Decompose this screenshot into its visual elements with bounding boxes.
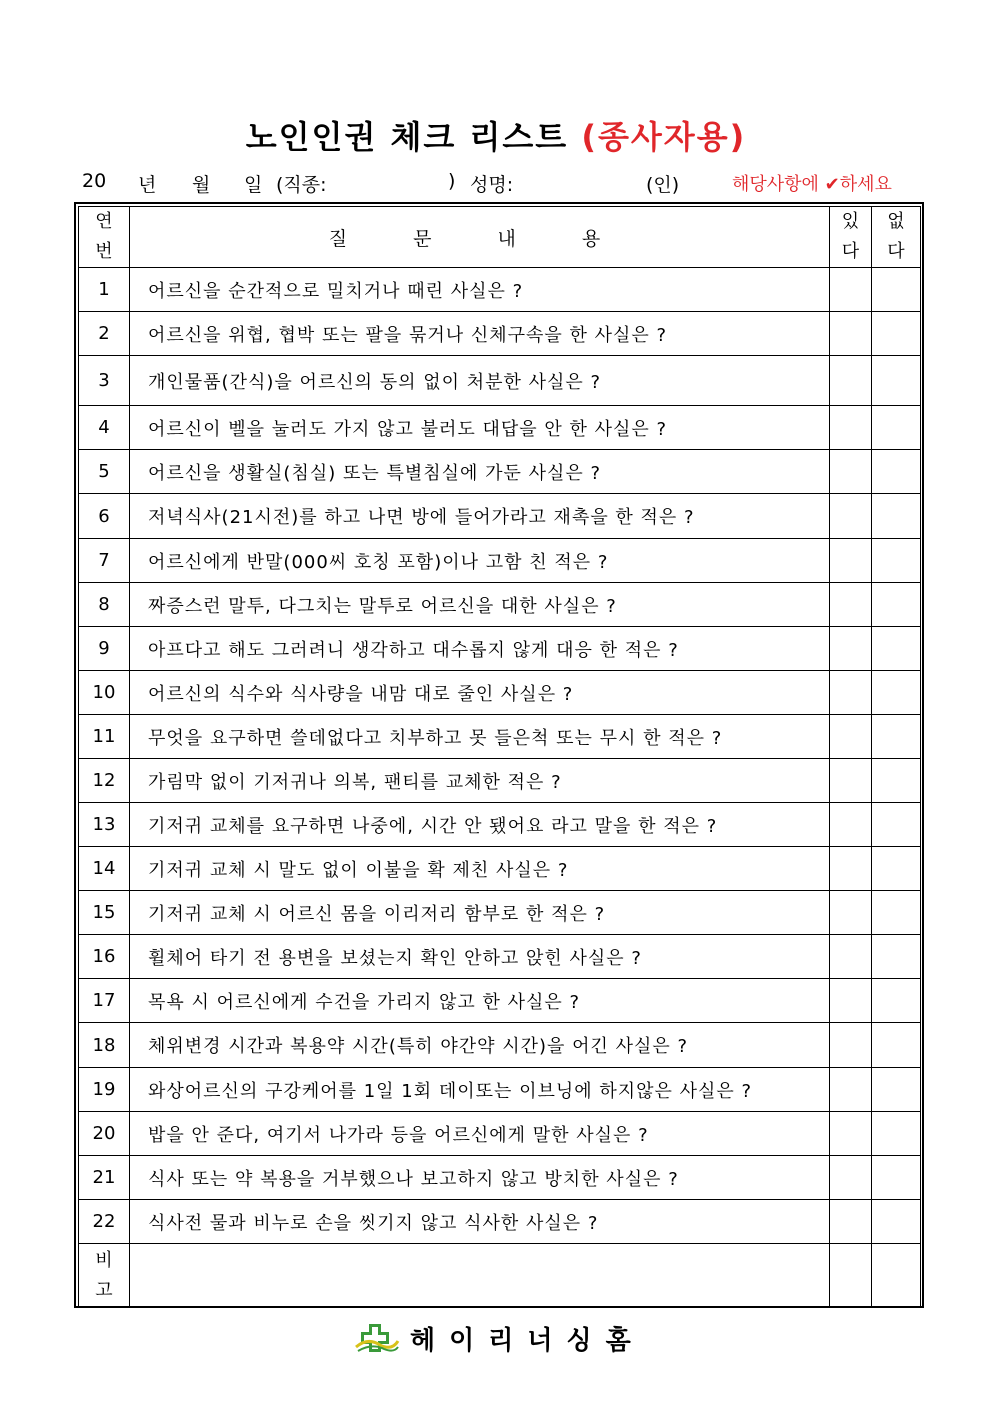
table-row xyxy=(79,583,921,627)
row-number: 22 xyxy=(79,1200,130,1244)
table-row xyxy=(79,627,921,671)
yes-checkbox-cell[interactable] xyxy=(830,715,872,759)
row-question: 무엇을 요구하면 쓸데없다고 치부하고 못 들은척 또는 무시 한 적은 ? xyxy=(130,715,830,759)
row-number: 7 xyxy=(79,539,130,583)
table-row xyxy=(79,759,921,803)
table-row xyxy=(79,803,921,847)
no-checkbox-cell[interactable] xyxy=(872,759,921,803)
row-question: 밥을 안 준다, 여기서 나가라 등을 어르신에게 말한 사실은 ? xyxy=(130,1112,830,1156)
col-yes-top: 있 xyxy=(841,211,860,232)
no-checkbox-cell[interactable] xyxy=(872,847,921,891)
row-number: 17 xyxy=(79,979,130,1023)
row-question: 어르신을 위협, 협박 또는 팔을 묶거나 신체구속을 한 사실은 ? xyxy=(130,312,830,356)
row-question: 저녁식사(21시전)를 하고 나면 방에 들어가라고 재촉을 한 적은 ? xyxy=(130,494,830,539)
col-no-header xyxy=(872,207,921,268)
yes-checkbox-cell[interactable] xyxy=(830,1023,872,1068)
table-row xyxy=(79,356,921,406)
yes-checkbox-cell[interactable] xyxy=(830,803,872,847)
row-question: 기저귀 교체 시 어르신 몸을 이리저리 함부로 한 적은 ? xyxy=(130,891,830,935)
yes-checkbox-cell[interactable] xyxy=(830,494,872,539)
row-number: 9 xyxy=(79,627,130,671)
table-row xyxy=(79,1068,921,1112)
job-close-paren: ) xyxy=(448,170,456,192)
table-row xyxy=(79,847,921,891)
no-checkbox-cell[interactable] xyxy=(872,627,921,671)
row-question: 기저귀 교체 시 말도 없이 이불을 확 제친 사실은 ? xyxy=(130,847,830,891)
no-checkbox-cell[interactable] xyxy=(872,356,921,406)
info-line xyxy=(80,170,930,196)
no-checkbox-cell[interactable] xyxy=(872,583,921,627)
job-label: (직종: xyxy=(276,174,327,196)
row-number: 5 xyxy=(79,450,130,494)
table-row xyxy=(79,406,921,450)
table-row xyxy=(79,935,921,979)
row-number: 4 xyxy=(79,406,130,450)
header-row xyxy=(79,207,921,268)
page-title xyxy=(0,112,992,158)
col-number-bottom: 번 xyxy=(95,241,113,262)
yes-checkbox-cell[interactable] xyxy=(830,627,872,671)
col-number-header xyxy=(79,207,130,268)
table-row xyxy=(79,450,921,494)
table-row xyxy=(79,891,921,935)
row-number: 8 xyxy=(79,583,130,627)
seal-label: (인) xyxy=(646,174,680,196)
no-checkbox-cell[interactable] xyxy=(872,268,921,312)
cross-leaf-logo-icon xyxy=(354,1321,400,1355)
row-number: 2 xyxy=(79,312,130,356)
row-number: 11 xyxy=(79,715,130,759)
yes-checkbox-cell[interactable] xyxy=(830,406,872,450)
remarks-yes-cell xyxy=(830,1244,872,1308)
table-row xyxy=(79,1156,921,1200)
month-unit: 월 xyxy=(192,174,211,196)
yes-checkbox-cell[interactable] xyxy=(830,268,872,312)
row-number: 6 xyxy=(79,494,130,539)
footer xyxy=(354,1318,645,1358)
remarks-no-cell xyxy=(872,1244,921,1308)
col-no-top: 없 xyxy=(887,211,905,232)
col-yes-header xyxy=(830,207,872,268)
yes-checkbox-cell[interactable] xyxy=(830,1112,872,1156)
row-number: 15 xyxy=(79,891,130,935)
remarks-field[interactable] xyxy=(130,1244,830,1308)
row-number: 10 xyxy=(79,671,130,715)
no-checkbox-cell[interactable] xyxy=(872,715,921,759)
yes-checkbox-cell[interactable] xyxy=(830,1156,872,1200)
row-number: 21 xyxy=(79,1156,130,1200)
row-question: 식사 또는 약 복용을 거부했으나 보고하지 않고 방치한 사실은 ? xyxy=(130,1156,830,1200)
row-question: 어르신이 벨을 눌러도 가지 않고 불러도 대답을 안 한 사실은 ? xyxy=(130,406,830,450)
checklist-table xyxy=(78,206,921,1308)
row-question: 와상어르신의 구강케어를 1일 1회 데이또는 이브닝에 하지않은 사실은 ? xyxy=(130,1068,830,1112)
table-row xyxy=(79,539,921,583)
row-number: 13 xyxy=(79,803,130,847)
row-question: 어르신을 생활실(침실) 또는 특별침실에 가둔 사실은 ? xyxy=(130,450,830,494)
row-number: 18 xyxy=(79,1023,130,1068)
yes-checkbox-cell[interactable] xyxy=(830,450,872,494)
remarks-row xyxy=(79,1244,921,1308)
row-number: 3 xyxy=(79,356,130,406)
checklist-sheet xyxy=(74,202,924,1308)
col-number-top: 연 xyxy=(95,211,113,232)
row-question: 어르신의 식수와 식사량을 내맘 대로 줄인 사실은 ? xyxy=(130,671,830,715)
row-question: 짜증스런 말투, 다그치는 말투로 어르신을 대한 사실은 ? xyxy=(130,583,830,627)
table-row xyxy=(79,268,921,312)
no-checkbox-cell[interactable] xyxy=(872,1023,921,1068)
no-checkbox-cell[interactable] xyxy=(872,979,921,1023)
row-question: 어르신에게 반말(000씨 호칭 포함)이나 고함 친 적은 ? xyxy=(130,539,830,583)
yes-checkbox-cell[interactable] xyxy=(830,979,872,1023)
yes-checkbox-cell[interactable] xyxy=(830,847,872,891)
no-checkbox-cell[interactable] xyxy=(872,406,921,450)
no-checkbox-cell[interactable] xyxy=(872,450,921,494)
remarks-label-bottom: 고 xyxy=(95,1279,113,1301)
table-row xyxy=(79,1112,921,1156)
yes-checkbox-cell[interactable] xyxy=(830,312,872,356)
no-checkbox-cell[interactable] xyxy=(872,671,921,715)
table-row xyxy=(79,1023,921,1068)
row-number: 16 xyxy=(79,935,130,979)
row-question: 기저귀 교체를 요구하면 나중에, 시간 안 됐어요 라고 말을 한 적은 ? xyxy=(130,803,830,847)
table-row xyxy=(79,312,921,356)
col-question-header: 질 문 내 용 xyxy=(130,207,830,268)
no-checkbox-cell[interactable] xyxy=(872,935,921,979)
row-number: 12 xyxy=(79,759,130,803)
year-unit: 년 xyxy=(138,174,157,196)
yes-checkbox-cell[interactable] xyxy=(830,759,872,803)
row-question: 목욕 시 어르신에게 수건을 가리지 않고 한 사실은 ? xyxy=(130,979,830,1023)
no-checkbox-cell[interactable] xyxy=(872,1068,921,1112)
no-checkbox-cell[interactable] xyxy=(872,891,921,935)
yes-checkbox-cell[interactable] xyxy=(830,356,872,406)
row-question: 식사전 물과 비누로 손을 씻기지 않고 식사한 사실은 ? xyxy=(130,1200,830,1244)
no-checkbox-cell[interactable] xyxy=(872,312,921,356)
no-checkbox-cell[interactable] xyxy=(872,1200,921,1244)
no-checkbox-cell[interactable] xyxy=(872,539,921,583)
yes-checkbox-cell[interactable] xyxy=(830,671,872,715)
row-question: 휠체어 타기 전 용변을 보셨는지 확인 안하고 앉힌 사실은 ? xyxy=(130,935,830,979)
title-main: 노인인권 체크 리스트 xyxy=(245,118,569,156)
yes-checkbox-cell[interactable] xyxy=(830,1200,872,1244)
row-question: 체위변경 시간과 복용약 시간(특히 야간약 시간)을 어긴 사실은 ? xyxy=(130,1023,830,1068)
row-question: 아프다고 해도 그러려니 생각하고 대수롭지 않게 대응 한 적은 ? xyxy=(130,627,830,671)
yes-checkbox-cell[interactable] xyxy=(830,891,872,935)
yes-checkbox-cell[interactable] xyxy=(830,1068,872,1112)
table-row xyxy=(79,715,921,759)
yes-checkbox-cell[interactable] xyxy=(830,539,872,583)
table-row xyxy=(79,494,921,539)
row-number: 14 xyxy=(79,847,130,891)
organization-name: 헤이리너싱홈 xyxy=(410,1325,645,1356)
row-question: 어르신을 순간적으로 밀치거나 때린 사실은 ? xyxy=(130,268,830,312)
table-row xyxy=(79,671,921,715)
col-yes-bottom: 다 xyxy=(841,241,860,262)
remarks-label-top: 비 xyxy=(95,1249,113,1271)
name-label: 성명: xyxy=(470,174,514,196)
row-number: 19 xyxy=(79,1068,130,1112)
yes-checkbox-cell[interactable] xyxy=(830,583,872,627)
remarks-label xyxy=(79,1244,130,1308)
year-value: 20 xyxy=(82,170,107,192)
row-number: 20 xyxy=(79,1112,130,1156)
check-instruction: 해당사항에 ✔하세요 xyxy=(732,174,892,195)
title-sub: (종사자용) xyxy=(581,118,747,156)
row-question: 개인물품(간식)을 어르신의 동의 없이 처분한 사실은 ? xyxy=(130,356,830,406)
day-unit: 일 xyxy=(244,174,263,196)
col-no-bottom: 다 xyxy=(887,241,905,262)
row-question: 가림막 없이 기저귀나 의복, 팬티를 교체한 적은 ? xyxy=(130,759,830,803)
no-checkbox-cell[interactable] xyxy=(872,803,921,847)
no-checkbox-cell[interactable] xyxy=(872,1156,921,1200)
table-row xyxy=(79,1200,921,1244)
yes-checkbox-cell[interactable] xyxy=(830,935,872,979)
no-checkbox-cell[interactable] xyxy=(872,1112,921,1156)
row-number: 1 xyxy=(79,268,130,312)
table-row xyxy=(79,979,921,1023)
no-checkbox-cell[interactable] xyxy=(872,494,921,539)
